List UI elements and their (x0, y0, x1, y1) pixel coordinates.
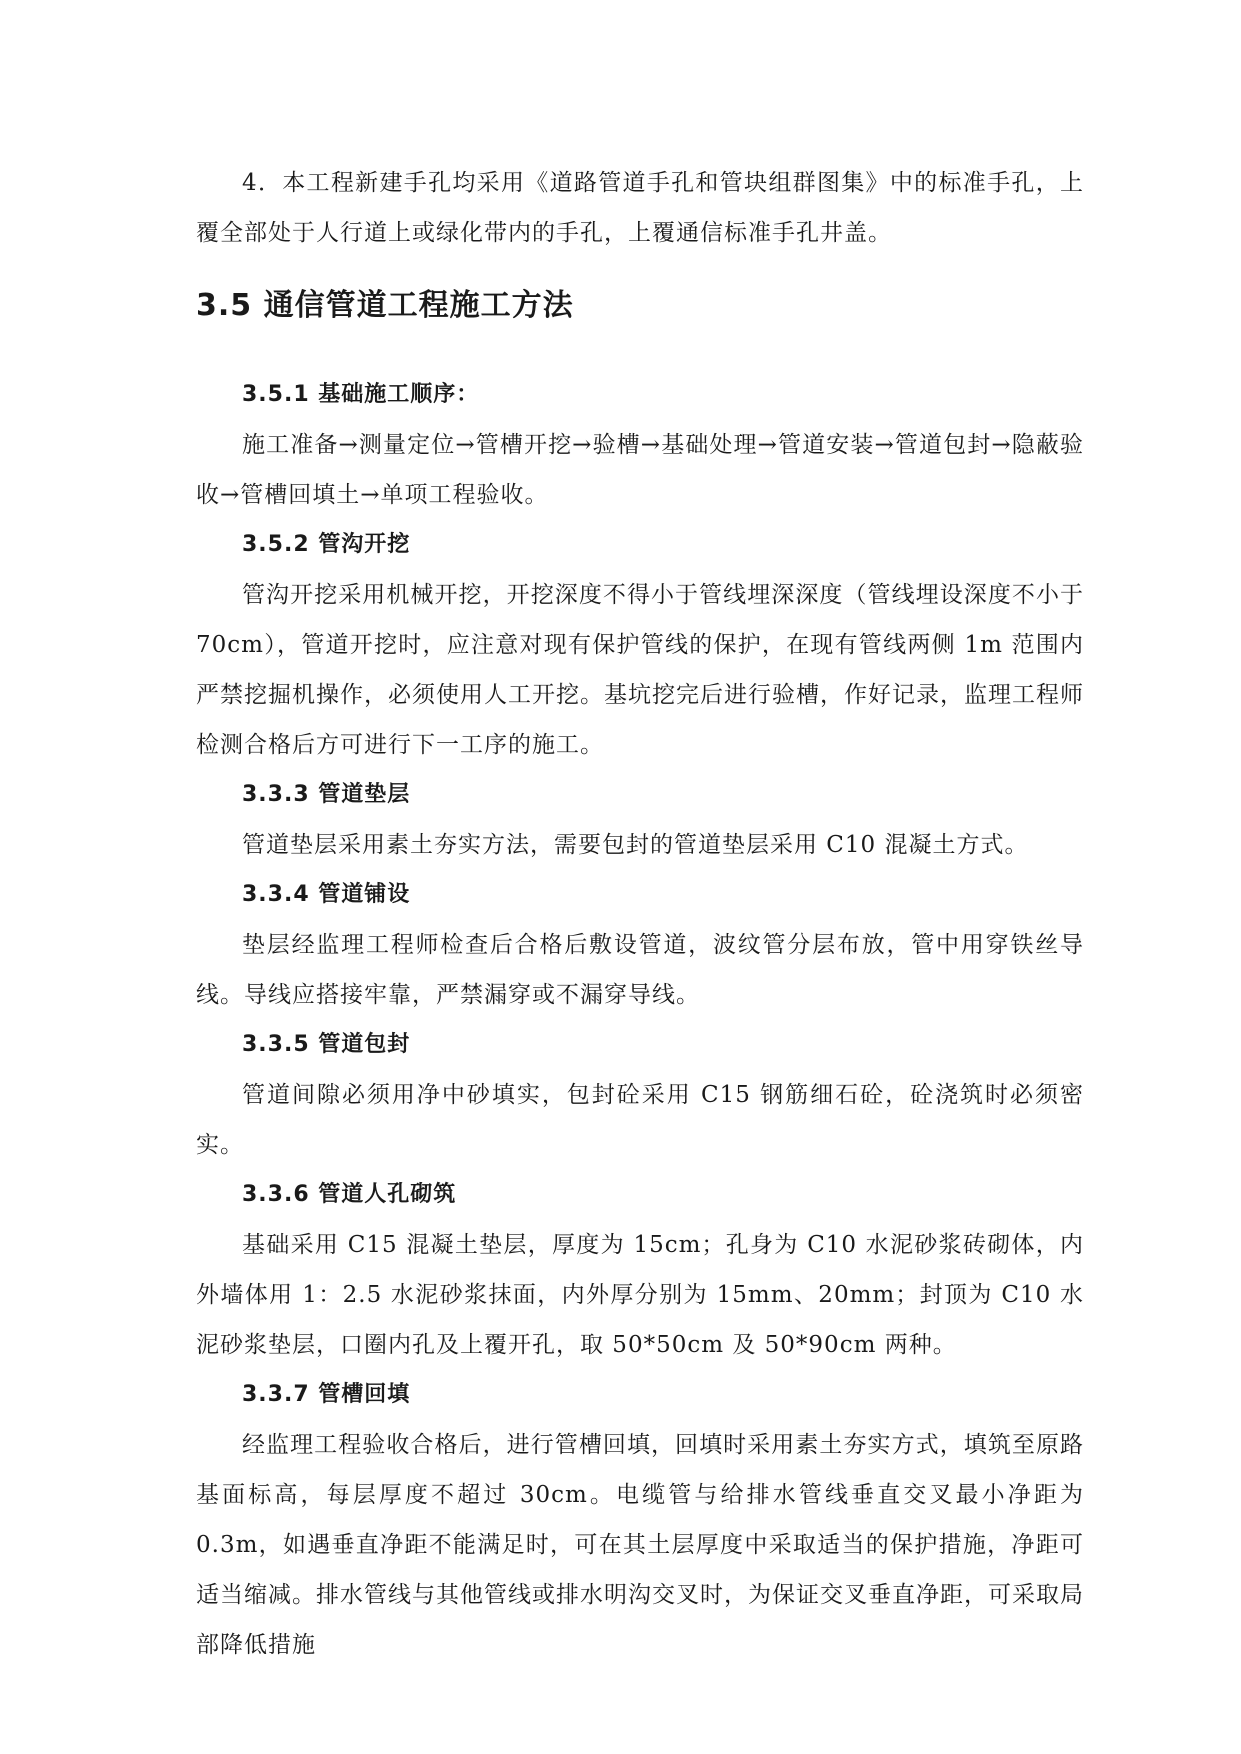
subsection-body: 管沟开挖采用机械开挖，开挖深度不得小于管线埋深深度（管线埋设深度不小于 70cm），管道开挖时，应注意对现有保护管线的保护，在现有管线两侧 1m 范围内严禁挖掘机操作，必须使用人工开挖。基坑挖完后进行验槽，作好记录，监理工程师检测合格后方可进行下一工序的施工。 (196, 582, 1084, 758)
subsection-body: 施工准备→测量定位→管槽开挖→验槽→基础处理→管道安装→管道包封→隐蔽验收→管槽回填土→单项工程验收。 (196, 432, 1084, 508)
subsection-body: 管道垫层采用素土夯实方法，需要包封的管道垫层采用 C10 混凝土方式。 (242, 832, 1029, 858)
subsection-heading: 3.3.4 管道铺设 (242, 882, 411, 907)
subsection-heading: 3.5.2 管沟开挖 (242, 532, 411, 557)
subsection-body: 经监理工程验收合格后，进行管槽回填，回填时采用素土夯实方式，填筑至原路基面标高，每层厚度不超过 30cm。电缆管与给排水管线垂直交叉最小净距为 0.3m，如遇垂直净距不能满足时，可在其土层厚度中采取适当的保护措施，净距可适当缩减。排水管线与其他管线或排水明沟交叉时，为保证交叉垂直净距，可采取局部降低措施 (196, 1432, 1084, 1658)
subsection-heading: 3.3.5 管道包封 (242, 1032, 411, 1057)
subsection-foundation-sequence (196, 370, 1084, 520)
subsection-heading: 3.3.3 管道垫层 (242, 782, 411, 807)
subsection-manhole-masonry (196, 1170, 1084, 1370)
intro-paragraph: 4．本工程新建手孔均采用《道路管道手孔和管块组群图集》中的标准手孔，上覆全部处于人行道上或绿化带内的手孔，上覆通信标准手孔井盖。 (196, 170, 1084, 246)
section-title: 3.5 通信管道工程施工方法 (196, 288, 574, 323)
subsection-heading: 3.3.7 管槽回填 (242, 1382, 411, 1407)
subsection-pipe-encasement (196, 1020, 1084, 1170)
subsection-trench-backfill (196, 1370, 1084, 1670)
subsection-pipe-bedding (196, 770, 1084, 870)
subsection-pipe-laying (196, 870, 1084, 1020)
document-body (196, 158, 1084, 1670)
subsection-body: 垫层经监理工程师检查后合格后敷设管道，波纹管分层布放，管中用穿铁丝导线。导线应搭接牢靠，严禁漏穿或不漏穿导线。 (196, 932, 1084, 1008)
subsection-body: 管道间隙必须用净中砂填实，包封砼采用 C15 钢筋细石砼，砼浇筑时必须密实。 (196, 1082, 1084, 1158)
subsection-heading: 3.3.6 管道人孔砌筑 (242, 1182, 457, 1207)
subsection-body: 基础采用 C15 混凝土垫层，厚度为 15cm；孔身为 C10 水泥砂浆砖砌体，内外墙体用 1：2.5 水泥砂浆抹面，内外厚分别为 15mm、20mm；封顶为 C10 水泥砂浆垫层，口圈内孔及上覆开孔，取 50*50cm 及 50*90cm 两种。 (196, 1232, 1084, 1358)
subsection-heading: 3.5.1 基础施工顺序： (242, 382, 480, 407)
subsection-trench-excavation (196, 520, 1084, 770)
